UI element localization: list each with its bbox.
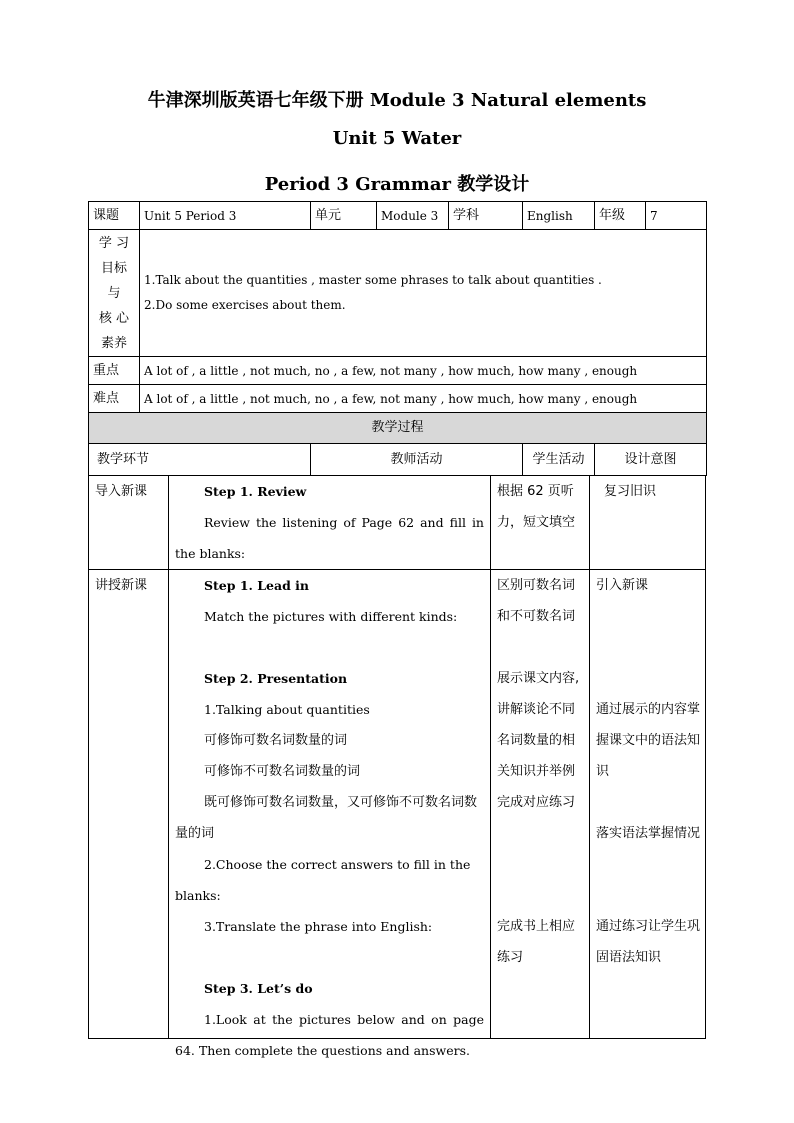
- goals-label-line: 核 心: [98, 310, 130, 326]
- teach-step1-text: Match the pictures with different kinds:: [204, 609, 458, 624]
- goals-label-line: 素养: [100, 335, 127, 351]
- teach-step2-item2: 2.Choose the correct answers to fill in the blanks:: [175, 857, 471, 903]
- intro-step-text: Review the listening of Page 62 and fill in the blanks:: [175, 515, 484, 561]
- teach-student-cell: [491, 570, 590, 1038]
- intro-design: 复习旧识: [604, 484, 657, 499]
- intro-stage: 导入新课: [95, 484, 148, 499]
- key-points-label: 重点: [89, 357, 140, 385]
- goals-row: [89, 230, 707, 357]
- teach-step2-cn1: 可修饰可数名词数量的词: [204, 733, 348, 748]
- teach-student-3: 完成书上相应练习: [497, 919, 576, 965]
- difficult-points-row: [89, 385, 707, 413]
- teach-design-3: 落实语法掌握情况: [596, 826, 701, 841]
- teach-step2-cn3: 既可修饰可数名词数量，又可修饰不可数名词数量的词: [175, 795, 478, 841]
- goals-label-line: 目标: [100, 260, 127, 276]
- col-teacher: 教师活动: [311, 444, 523, 476]
- header-row: [89, 202, 707, 230]
- teach-stage: 讲授新课: [95, 578, 148, 593]
- doc-title-line2: Unit 5 Water: [332, 128, 462, 149]
- goals-label: [89, 230, 140, 357]
- intro-row: [88, 476, 706, 570]
- teach-student-2: 展示课文内容,讲解谈论不同名词数量的相关知识并举例完成对应练习: [497, 671, 580, 810]
- key-points-row: [89, 357, 707, 385]
- difficult-points-value: A lot of , a little , not much, no , a few, not many , how much, how many , enough: [140, 385, 707, 413]
- grade-value: 7: [646, 202, 707, 230]
- intro-design-cell: [590, 476, 707, 569]
- grade-label: 年级: [595, 202, 646, 230]
- goals-label-line: 与: [107, 285, 121, 301]
- topic-label: 课题: [89, 202, 140, 230]
- intro-stage-cell: [89, 476, 169, 569]
- teach-step2-item1: 1.Talking about quantities: [204, 702, 370, 717]
- goals-label-line: 学 习: [98, 235, 130, 251]
- teach-step2: Step 2. Presentation: [204, 671, 348, 686]
- goal-item: 2.Do some exercises about them.: [144, 298, 346, 312]
- process-title: 教学过程: [89, 413, 707, 444]
- teach-student-1: 区别可数名词和不可数名词: [497, 578, 576, 624]
- subject-label: 学科: [449, 202, 523, 230]
- key-points-value: A lot of , a little , not much, no , a few, not many , how much, how many , enough: [140, 357, 707, 385]
- teach-row: [88, 570, 706, 1058]
- col-stage: [89, 444, 311, 476]
- teach-step2-cn2: 可修饰不可数名词数量的词: [204, 764, 361, 779]
- teach-stage-cell: [89, 570, 169, 1038]
- col-stage-label: 教学环节: [97, 451, 150, 467]
- intro-teacher-cell: [169, 476, 491, 569]
- subject-value: English: [523, 202, 595, 230]
- goal-item: 1.Talk about the quantities , master some phrases to talk about quantities .: [144, 273, 602, 287]
- col-design: 设计意图: [595, 444, 707, 476]
- process-title-row: [89, 413, 707, 444]
- teach-design-1: 引入新课: [596, 578, 649, 593]
- col-student: 学生活动: [523, 444, 595, 476]
- teach-design-4: 通过练习让学生巩固语法知识: [596, 919, 701, 965]
- process-columns-row: [89, 444, 707, 476]
- intro-student-cell: [491, 476, 590, 569]
- intro-step: Step 1. Review: [204, 484, 307, 499]
- doc-title-line3: Period 3 Grammar 教学设计: [264, 174, 530, 195]
- lesson-plan-table: [88, 201, 707, 476]
- intro-student: 根据 62 页听力，短文填空: [497, 484, 576, 530]
- topic-value: Unit 5 Period 3: [140, 202, 311, 230]
- teach-teacher-cell: [169, 570, 491, 1058]
- difficult-points-label: 难点: [89, 385, 140, 413]
- unit-label: 单元: [311, 202, 377, 230]
- teach-step1: Step 1. Lead in: [204, 578, 310, 593]
- unit-value: Module 3: [377, 202, 449, 230]
- teach-step3-text: 1.Look at the pictures below and on page 64. Then complete the questions and answers.: [175, 1012, 484, 1058]
- teach-step2-item3: 3.Translate the phrase into English:: [204, 919, 433, 934]
- goals-content: [140, 230, 707, 357]
- teach-step3: Step 3. Let’s do: [204, 981, 313, 996]
- teach-design-2: 通过展示的内容掌握课文中的语法知识: [596, 702, 701, 779]
- doc-title-line1: 牛津深圳版英语七年级下册 Module 3 Natural elements: [147, 90, 647, 111]
- teach-design-cell: [590, 570, 707, 1038]
